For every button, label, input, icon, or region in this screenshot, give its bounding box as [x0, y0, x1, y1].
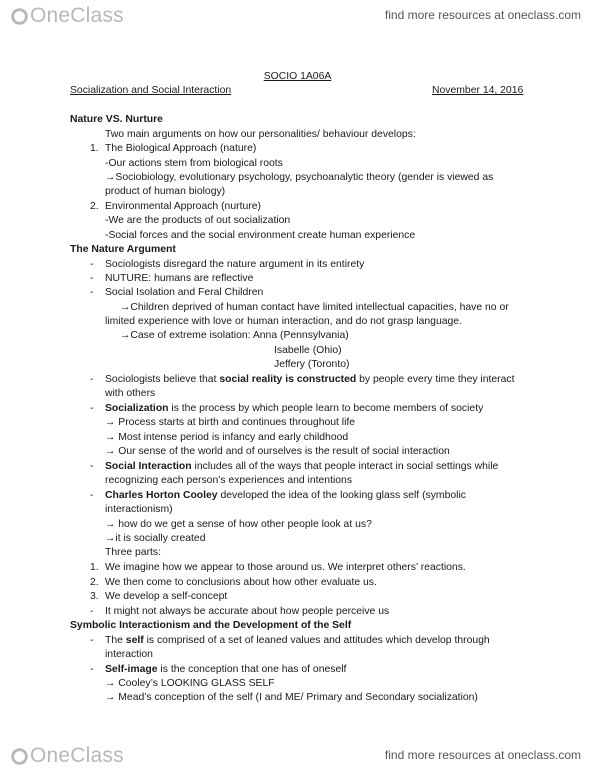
text-run: -We are the products of out socialization	[105, 215, 291, 226]
text-run: → Process starts at birth and continues throughout life	[105, 417, 356, 428]
list-marker: 3.	[90, 591, 99, 602]
list-marker: -	[90, 461, 94, 472]
text-run: Sociologists believe that	[105, 374, 220, 385]
note-line	[105, 373, 515, 387]
list-marker: -	[90, 287, 94, 298]
note-line	[105, 546, 161, 560]
note-line	[105, 402, 483, 416]
list-marker: -	[90, 490, 94, 501]
list-marker: -	[90, 635, 94, 646]
note-line	[105, 258, 364, 272]
bold-term: social reality is constructed	[219, 374, 357, 385]
note-line	[105, 590, 227, 604]
text-run: We then come to conclusions about how other evaluate us.	[105, 577, 377, 588]
note-line	[105, 648, 153, 662]
note-line	[105, 214, 290, 228]
text-run: with others	[105, 388, 156, 399]
text-run: limited experience with love or human interaction, and do not grasp language.	[105, 316, 462, 327]
note-line	[105, 416, 355, 430]
note-line	[70, 619, 351, 633]
list-marker: 1.	[90, 562, 99, 573]
note-line	[120, 301, 509, 315]
note-line	[274, 358, 349, 372]
text-run: -Social forces and the social environment create human experience	[105, 230, 416, 241]
text-run: is comprised of a set of leaned values and attitudes which develop through	[143, 635, 490, 646]
bold-term: Social Interaction	[105, 461, 192, 472]
course-code: SOCIO 1A06A	[263, 71, 332, 82]
text-run: Two main arguments on how our personalities/ behaviour develops:	[105, 129, 416, 140]
text-run: →Case of extreme isolation: Anna (Pennsylvania)	[120, 330, 349, 341]
note-line	[105, 460, 498, 474]
bottom-brand-bar	[0, 740, 595, 770]
note-line	[105, 142, 256, 156]
note-line	[105, 474, 352, 488]
resources-link[interactable]: find more resources at oneclass.com	[384, 8, 581, 22]
note-line	[105, 663, 346, 677]
note-line	[105, 200, 261, 214]
note-line	[105, 691, 478, 705]
lecture-title: Socialization and Social Interaction	[70, 85, 232, 96]
note-line	[105, 431, 348, 445]
bold-term: Symbolic Interactionism and the Development of the Self	[70, 620, 352, 631]
text-run: → Our sense of the world and of ourselves is the result of social interaction	[105, 446, 450, 457]
oneclass-logo-icon	[10, 747, 29, 766]
note-line	[105, 561, 466, 575]
bold-term: Charles Horton Cooley	[105, 490, 218, 501]
logo-wordmark: OneClass	[30, 744, 124, 767]
text-run: Isabelle (Ohio)	[274, 345, 342, 356]
note-line	[105, 315, 462, 329]
lecture-date: November 14, 2016	[432, 85, 524, 96]
note-line	[105, 576, 377, 590]
note-line	[105, 532, 205, 546]
text-run: The Biological Approach (nature)	[105, 143, 257, 154]
note-line	[105, 185, 225, 199]
text-run: Jeffery (Toronto)	[274, 359, 350, 370]
text-run: is the conception that one has of oneself	[157, 664, 347, 675]
note-line	[105, 286, 263, 300]
note-line	[105, 518, 372, 532]
text-run: Environmental Approach (nurture)	[105, 201, 261, 212]
list-marker: -	[90, 259, 94, 270]
text-run: developed the idea of the looking glass self (symbolic	[217, 490, 466, 501]
note-line	[105, 128, 416, 142]
text-run: We develop a self-concept	[105, 591, 228, 602]
logo-wordmark: OneClass	[30, 4, 124, 27]
text-run: recognizing each person’s experiences and intentions	[105, 475, 353, 486]
note-line	[105, 605, 389, 619]
note-line	[105, 445, 450, 459]
text-run: It might not always be accurate about how people perceive us	[105, 606, 390, 617]
note-line	[105, 677, 275, 691]
note-line	[105, 489, 466, 503]
text-run: →Sociobiology, evolutionary psychology, psychoanalytic theory (gender is viewed as	[105, 172, 494, 183]
text-run: interaction	[105, 649, 153, 660]
text-run: → Cooley’s LOOKING GLASS SELF	[105, 678, 275, 689]
note-line	[105, 634, 490, 648]
list-marker: -	[90, 374, 94, 385]
note-line	[105, 503, 173, 517]
text-run: →Children deprived of human contact have limited intellectual capacities, have no or	[120, 302, 509, 313]
bold-term: The Nature Argument	[70, 244, 176, 255]
note-line	[70, 113, 163, 127]
note-line	[105, 229, 415, 243]
text-run: The	[105, 635, 126, 646]
text-run: product of human biology)	[105, 186, 226, 197]
list-marker: 2.	[90, 201, 99, 212]
text-run: Social Isolation and Feral Children	[105, 287, 264, 298]
bold-term: self	[125, 635, 144, 646]
list-marker: -	[90, 664, 94, 675]
bold-term: Self-image	[105, 664, 158, 675]
text-run: Sociologists disregard the nature argument in its entirety	[105, 259, 365, 270]
text-run: interactionism)	[105, 504, 173, 515]
text-run: → how do we get a sense of how other people look at us?	[105, 519, 372, 530]
note-line	[120, 329, 349, 343]
text-run: includes all of the ways that people interact in social settings while	[191, 461, 499, 472]
note-line	[105, 157, 283, 171]
text-run: We imagine how we appear to those around us. We interpret others’ reactions.	[105, 562, 466, 573]
list-marker: -	[90, 273, 94, 284]
text-run: by people every time they interact	[356, 374, 515, 385]
text-run: NUTURE: humans are reflective	[105, 273, 254, 284]
bold-term: Nature VS. Nurture	[70, 114, 163, 125]
text-run: Three parts:	[105, 547, 162, 558]
list-marker: -	[90, 606, 94, 617]
note-line	[105, 171, 493, 185]
note-line	[105, 387, 155, 401]
text-run: is the process by which people learn to become members of society	[168, 403, 484, 414]
note-line	[274, 344, 342, 358]
note-line	[70, 243, 176, 257]
text-run: → Mead’s conception of the self (I and ME/ Primary and Secondary socialization)	[105, 692, 478, 703]
text-run: →it is socially created	[105, 533, 206, 544]
list-marker: -	[90, 403, 94, 414]
list-marker: 1.	[90, 143, 99, 154]
resources-link-footer[interactable]: find more resources at oneclass.com	[384, 748, 581, 762]
text-run: → Most intense period is infancy and early childhood	[105, 432, 349, 443]
bold-term: Socialization	[105, 403, 169, 414]
note-line	[105, 272, 253, 286]
oneclass-logo-footer[interactable]	[10, 744, 124, 768]
list-marker: 2.	[90, 577, 99, 588]
text-run: -Our actions stem from biological roots	[105, 158, 283, 169]
